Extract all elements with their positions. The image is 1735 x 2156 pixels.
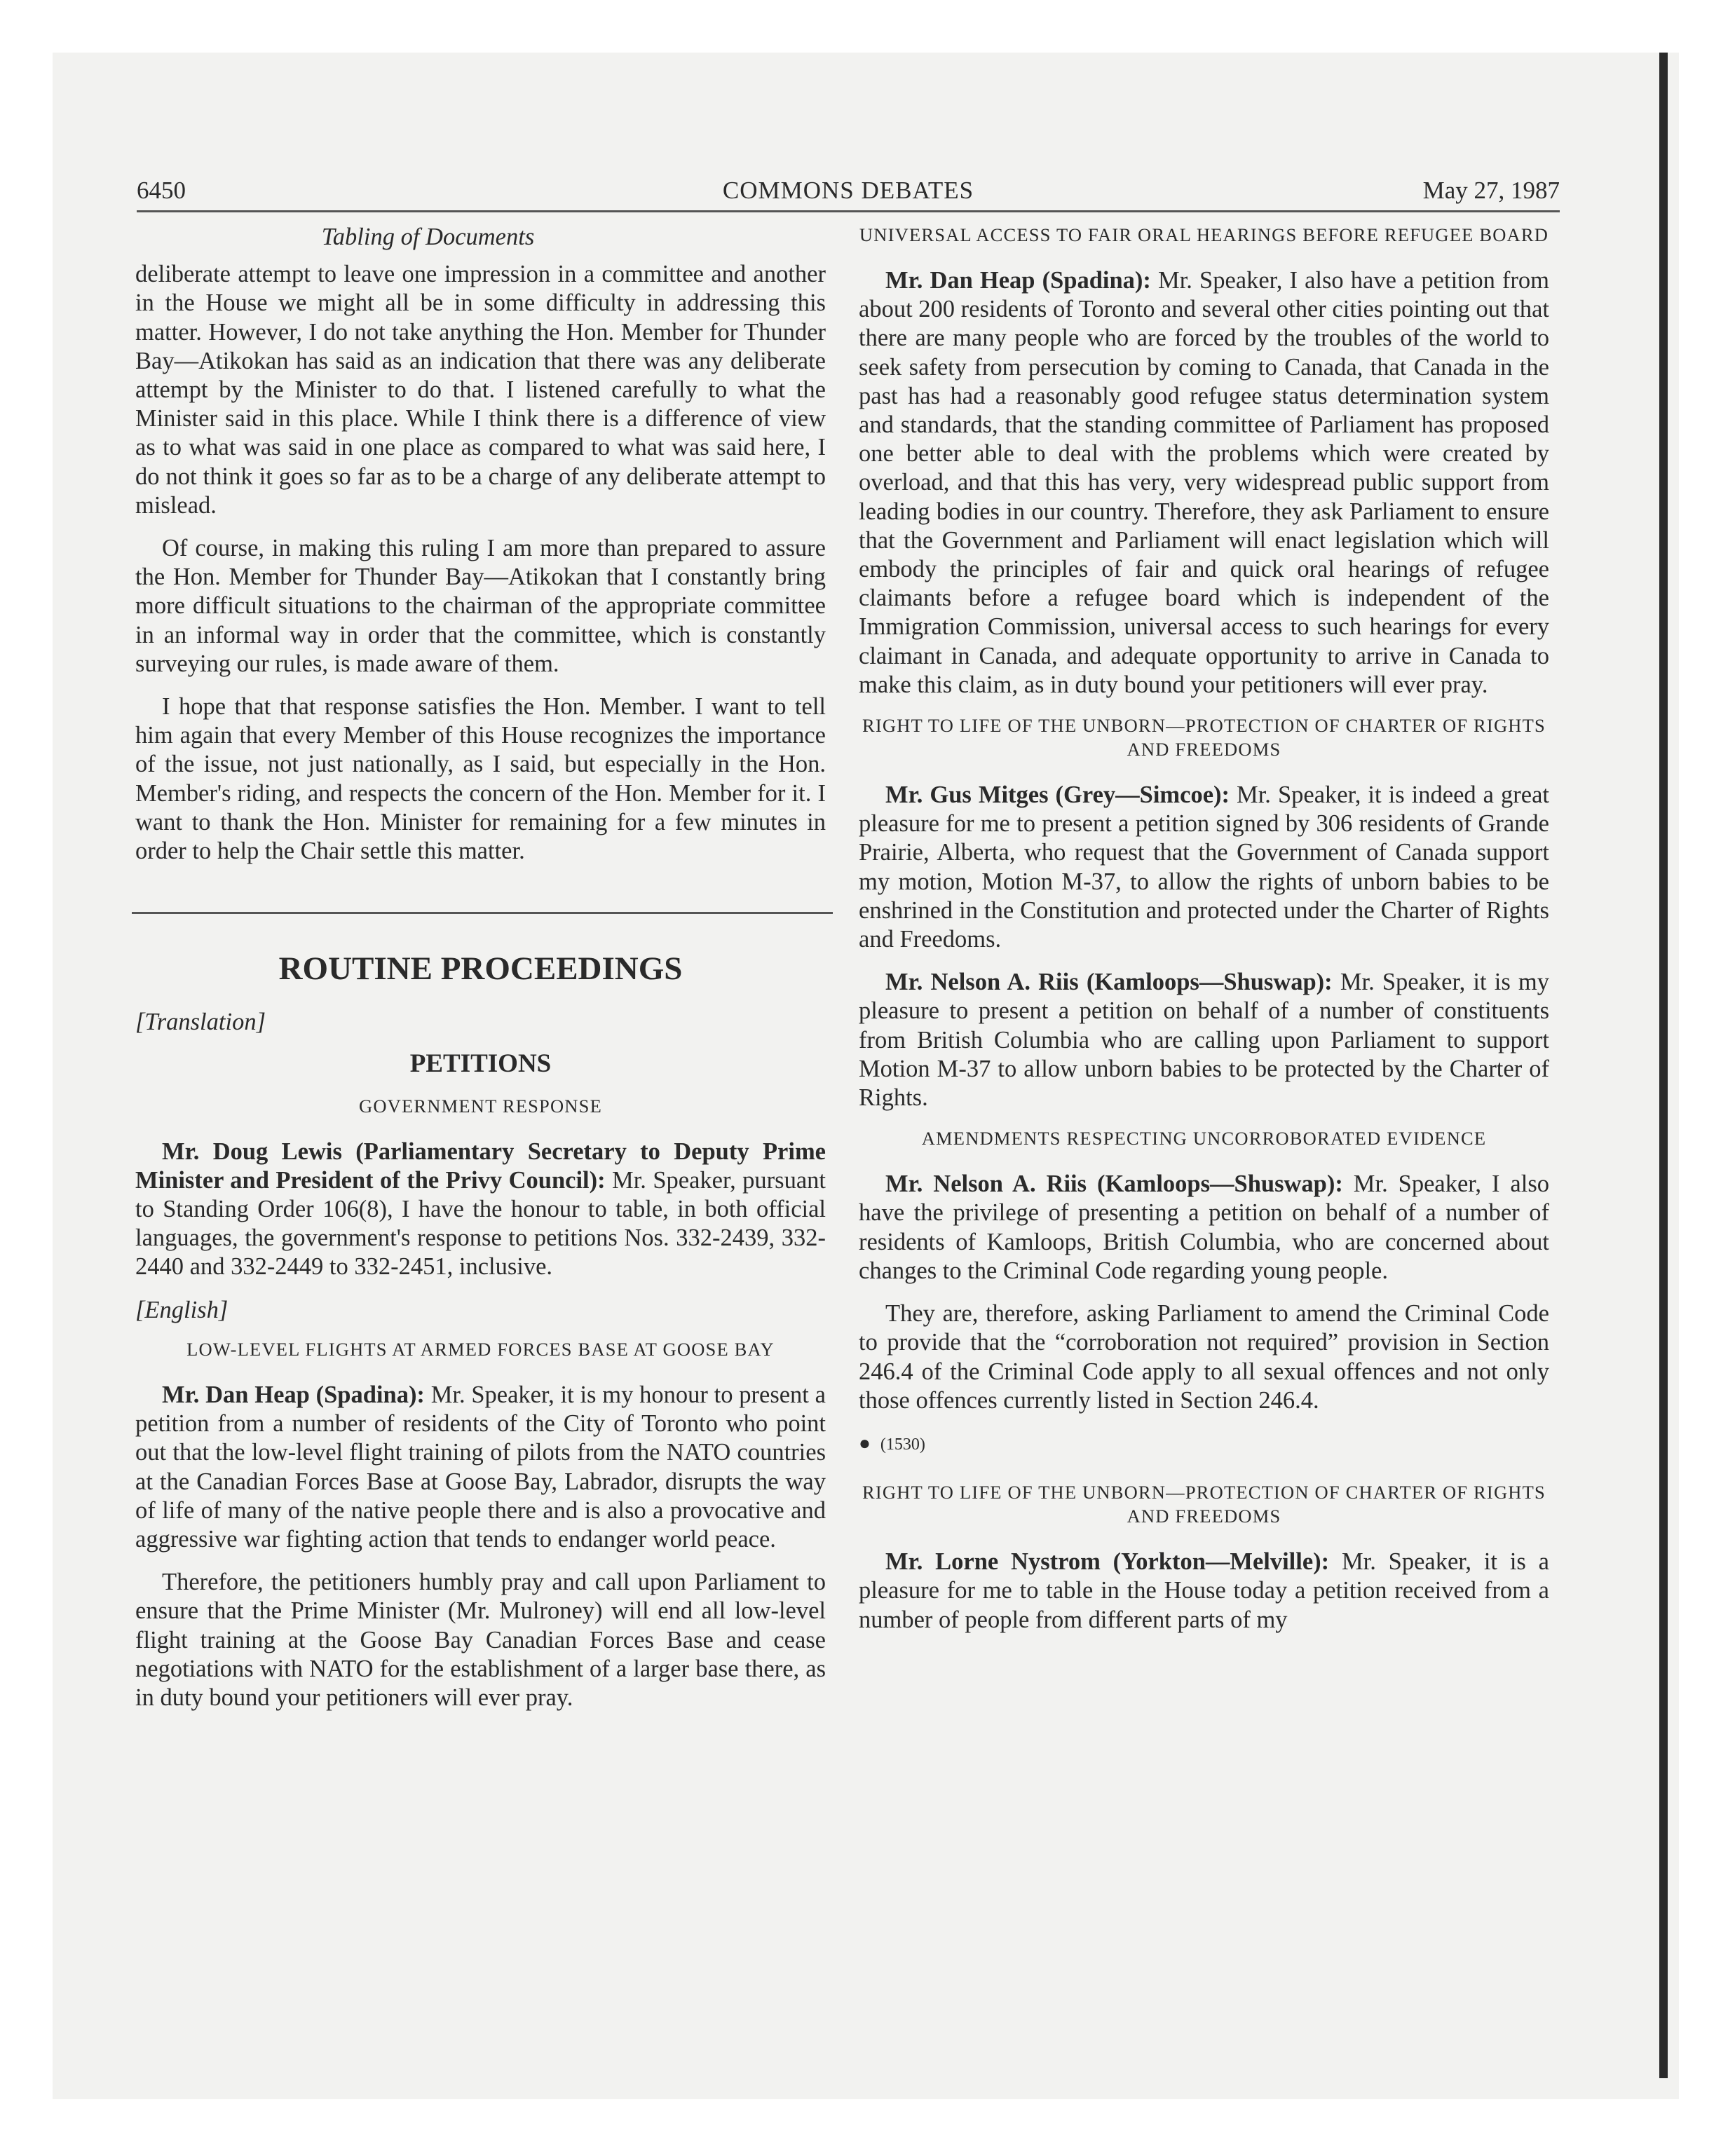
- page-header: [137, 175, 1560, 212]
- speaker-name: Mr. Dan Heap (Spadina):: [885, 267, 1151, 294]
- speech-text: Mr. Speaker, it is indeed a great pleasure for me to present a petition signed by 306 residents of Grande Prairie, Alberta, who request that the Government of Canada support my motion, Motion M-37, to allow the rights of unborn babies to be enshrined in the Constitution and protected under the Charter of Rights and Freedoms.: [859, 782, 1549, 953]
- speech-paragraph: [859, 968, 1549, 1112]
- speaker-name: Mr. Lorne Nystrom (Yorkton—Melville):: [885, 1548, 1330, 1576]
- section-divider: [132, 912, 833, 914]
- paragraph: They are, therefore, asking Parliament to amend the Criminal Code to provide that the “corroboration not required” provision in Section 246.4 of the Criminal Code apply to all sexual offences and not only those offences currently listed in Section 246.4.: [859, 1300, 1549, 1414]
- speech-text: Mr. Speaker, I also have the privilege of presenting a petition on behalf of a number of residents of Kamloops, British Columbia, who are concerned about changes to the Criminal Code regarding young people.: [859, 1171, 1549, 1284]
- speaker-name: Mr. Dan Heap (Spadina):: [162, 1381, 425, 1408]
- left-column: [135, 223, 826, 1726]
- publication-title: COMMONS DEBATES: [722, 177, 974, 204]
- speaker-name: Mr. Gus Mitges (Grey—Simcoe):: [885, 782, 1230, 809]
- paragraph: deliberate attempt to leave one impression in a committee and another in the House we might all be in some difficulty in addressing this matter. However, I do not take anything the Hon. Member for Thunder Bay—Atikokan has said as an indication that there was any deliberate attempt by the Minister to do that. I listened carefully to what the Minister said in this place. While I think there is a difference of view as to what was said in one place as compared to what was said here, I do not think it goes so far as to be a charge of any deliberate attempt to mislead.: [135, 261, 826, 519]
- speech-text: Mr. Speaker, it is my pleasure to present a petition on behalf of a number of constituents from British Columbia who are calling upon Parliament to support Motion M-37 to allow unborn babies to be protected by the Charter of Rights.: [859, 969, 1549, 1112]
- section-title: ROUTINE PROCEEDINGS: [278, 950, 683, 988]
- topic-heading: GOVERNMENT RESPONSE: [359, 1095, 602, 1117]
- subsection-title: PETITIONS: [409, 1049, 552, 1079]
- speech-paragraph: [135, 1138, 826, 1282]
- paragraph: Therefore, the petitioners humbly pray and call upon Parliament to ensure that the Prime Minister (Mr. Mulroney) will end all low-level flight training at the Goose Bay Canadian Forces Base and cease negotiations with NATO for the establishment of a larger base there, as in duty bound your petitioners will ever pray.: [135, 1569, 826, 1711]
- speaker-name: Mr. Doug Lewis (Parliamentary Secretary to Deputy Prime Minister and President of the Privy Council):: [135, 1138, 826, 1194]
- speech-text: Mr. Speaker, I also have a petition from about 200 residents of Toronto and several other cities pointing out that there are many people who are forced by the troubles of the world to seek safety from persecution by coming to Canada, that Canada in the past has had a reasonably good refugee status determination system and standards, that the standing committee of Parliament has proposed one better able to deal with the problems which were created by overload, and that this has very, very widespread public support from leading bodies in our country. Therefore, they ask Parliament to ensure that the Government and Parliament will enact legislation which will embody the principles of fair and quick oral hearings of refugee claimants before a refugee board which is independent of the Immigration Commission, universal access to such hearings for every claimant in Canada, and adequate opportunity to arrive in Canada to make this claim, as in duty bound your petitioners will ever pray.: [859, 267, 1549, 698]
- topic-heading: LOW-LEVEL FLIGHTS AT ARMED FORCES BASE AT GOOSE BAY: [186, 1338, 775, 1360]
- speaker-name: Mr. Nelson A. Riis (Kamloops—Shuswap):: [885, 969, 1333, 996]
- topic-heading: RIGHT TO LIFE OF THE UNBORN—PROTECTION OF CHARTER OF RIGHTS AND FREEDOMS: [862, 715, 1546, 760]
- speech-text: Mr. Speaker, it is my honour to present a petition from a number of residents of the City of Toronto who point out that the low-level flight training of pilots from the NATO countries at the Canadian Forces Base at Goose Bay, Labrador, disrupts the way of life of many of the native people there and is also a provocative and aggressive war fighting action that tends to endanger world peace.: [135, 1381, 826, 1553]
- time-marker: [859, 1429, 1549, 1459]
- language-tag: [English]: [135, 1296, 229, 1323]
- publication-date: May 27, 1987: [1422, 177, 1560, 204]
- right-column: [859, 223, 1549, 1649]
- speech-text: Mr. Speaker, pursuant to Standing Order 106(8), I have the honour to table, in both official languages, the government's response to petitions Nos. 332-2439, 332-2440 and 332-2449 to 332-2451, inclusive.: [135, 1166, 826, 1281]
- time-stamp: (1530): [880, 1435, 925, 1454]
- page-number: 6450: [137, 177, 186, 204]
- paragraph: Of course, in making this ruling I am more than prepared to assure the Hon. Member for Thunder Bay—Atikokan that I constantly bring more difficult situations to the chairman of the appropriate committee in an informal way in order that the committee, which is constantly surveying our rules, is made aware of them.: [135, 535, 826, 677]
- speech-paragraph: [135, 1381, 826, 1554]
- speech-paragraph: [859, 781, 1549, 954]
- speech-paragraph: [859, 1170, 1549, 1285]
- speech-paragraph: [859, 1548, 1549, 1635]
- speech-text: Mr. Speaker, it is a pleasure for me to table in the House today a petition received from a number of people from different parts of my: [859, 1548, 1549, 1633]
- speaker-name: Mr. Nelson A. Riis (Kamloops—Shuswap):: [885, 1171, 1343, 1198]
- scan-edge-bar: [1659, 53, 1668, 2078]
- language-tag: [Translation]: [135, 1009, 266, 1036]
- bullet-icon: ●: [859, 1432, 871, 1454]
- topic-heading: AMENDMENTS RESPECTING UNCORROBORATED EVIDENCE: [921, 1128, 1487, 1149]
- speech-paragraph: [859, 266, 1549, 700]
- topic-heading: UNIVERSAL ACCESS TO FAIR ORAL HEARINGS BEFORE REFUGEE BOARD: [859, 224, 1549, 245]
- topic-heading: RIGHT TO LIFE OF THE UNBORN—PROTECTION OF CHARTER OF RIGHTS AND FREEDOMS: [862, 1482, 1546, 1527]
- paragraph: I hope that that response satisfies the Hon. Member. I want to tell him again that every Member of this House recognizes the importance of the issue, not just nationally, as I said, but especially in the Hon. Member's riding, and respects the concern of the Hon. Member for it. I want to thank the Hon. Minister for remaining for a few minutes in order to help the Chair settle this matter.: [135, 693, 826, 865]
- running-head: Tabling of Documents: [321, 224, 535, 250]
